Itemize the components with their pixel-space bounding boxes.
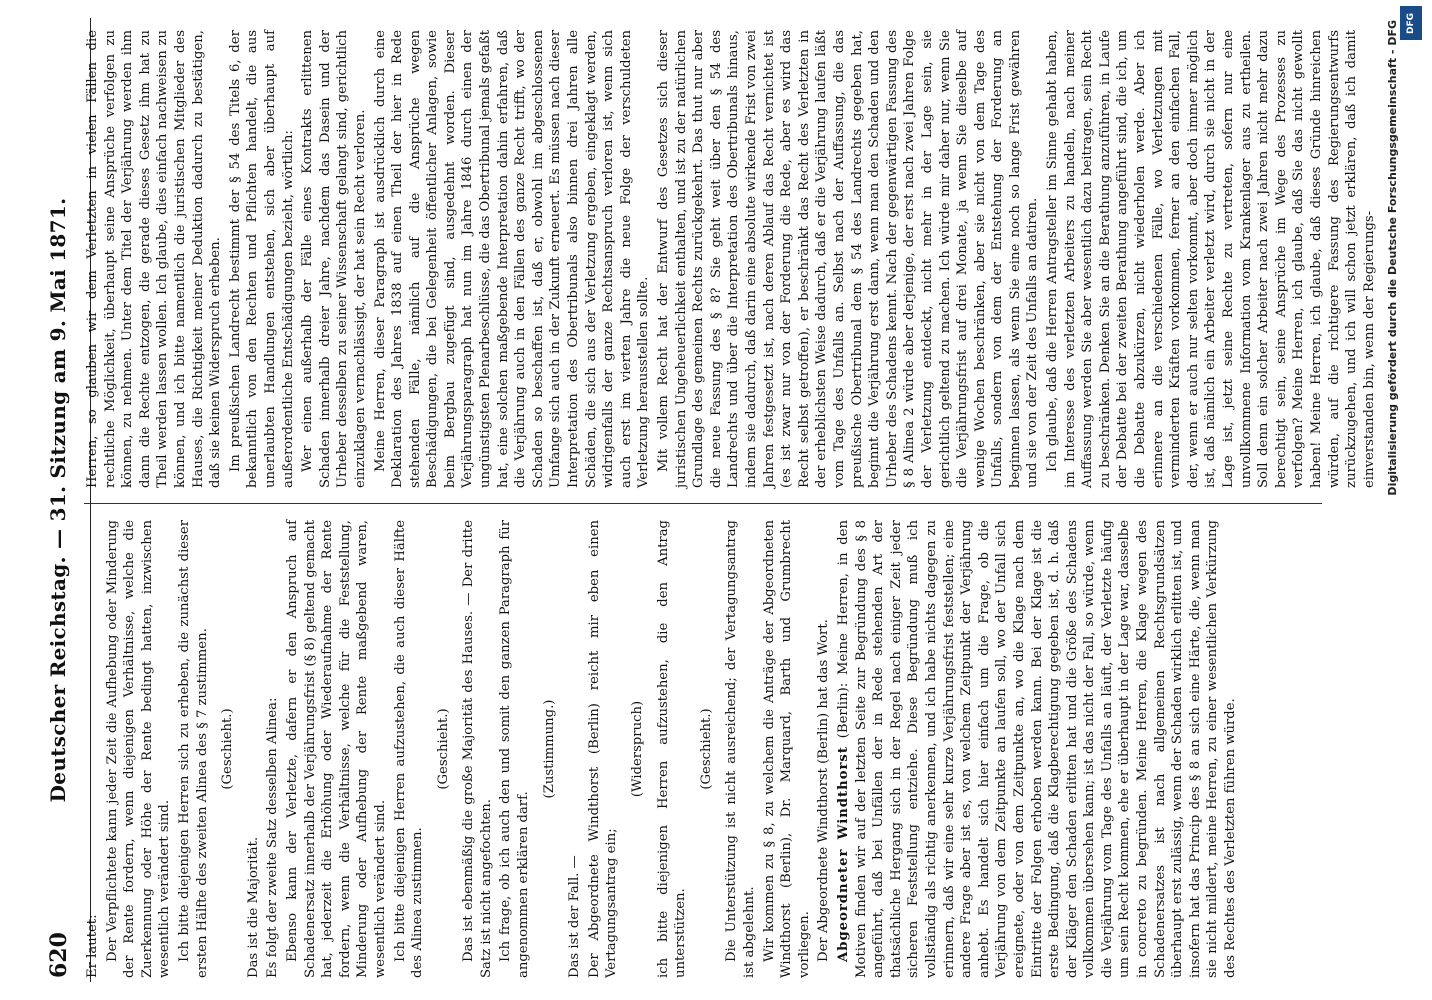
- paragraph: [586, 520, 621, 978]
- page-header: [40, 0, 80, 1000]
- paragraph-text: Das ist ebenmäßig die große Majorität des Hauses. — Der dritte Satz ist nicht angefochten.: [461, 520, 494, 978]
- paragraph-text: Der Verpflichtete kann jeder Zeit die Aufhebung oder Minderung der Rente fordern, wenn diejenigen Verhältnisse, welche die Zuerkennung oder Höhe der Rente bedingt hatten, inzwischen wesentlich verändert sind.: [104, 520, 173, 978]
- paragraph-text: (Berlin): Meine Herren, in den Motiven finden wir auf der letzten Seite zur Begründung des § 8 angeführt, daß bei Unfällen der in Rede stehenden Art der thatsächliche Hergang sich in der Regel nach einiger Zeit jeder sicheren Feststellung entziehe. Diese Begründung muß ich vollständig als richtig anerkennen, und ich habe nichts dagegen zu erinnern, daß wir eine sehr kurze Verjährungsfrist feststellen; eine andere Frage aber ist es, von welchem Zeitpunkt der Verjährung anhebt. Es handelt sich hier einfach um die Frage, ob die Verjährung von dem Zeitpunkte an laufen soll, wo der Unfall sich ereignete, oder von dem Zeitpunkte an, wo die Klage nach dem Eintritte der Folgen erhoben werden kann. Bei der Klage ist die erste Bedingung, daß die Klagberechtigung gegeben ist, d. h. daß der Kläger den Schaden erlitten hat und die Größe des Schadens vollkommen übersehen kann; ist das nicht der Fall, so würde, wenn die Verjährung vom Tage des Unfalls an läuft, der Verletzte häufig um sein Recht kommen, ehe er überhaupt in der Lage war, dasselbe in concreto zu begründen. Meine Herren, die Klage wegen des Schadenersatzes ist nach allgemeinen Rechtsgrundsätzen überhaupt erst zulässig, wenn der Schaden wirklich erlitten ist, und insofern hat das Princip des § 8 an sich eine Härte, die, wenn man sie nicht mildert, meine Herren, zu einer wesentlichen Verkürzung des Rechtes des Verletzten führen würde.: [835, 520, 1239, 978]
- page-number: 620: [46, 932, 72, 978]
- paragraph-text: Wir kommen zu § 8, zu welchem die Anträge der Abgeordneten Windthorst (Berlin), Dr. Marquard, Barth und Grumbrecht vorliegen.: [761, 520, 812, 978]
- paragraph-text: Mit vollem Recht hat der Entwurf des Gesetzes sich dieser juristischen Ungeheuerlichkeit enthalten, und ist zu der natürlichen Grundlage des gemeinen Rechts zurückgekehrt. Das thut nur aber die neue Fassung des § 8? Sie geht weit über den § 54 des Landrechts und über die Interpretation des Obertribunals hinaus, indem sie dadurch, daß darin eine absolute wirkende Frist von zwei Jahren festgesetzt ist, nach deren Ablauf das Recht vernichtet ist (es ist zwar nur von der Forderung die Rede, aber es wird das Recht selbst getroffen), er beschränkt das Recht des Verletzten in der erheblichsten Weise dadurch, daß er die Verjährung laufen läßt vom Tage des Unfalls an. Selbst nach der Auffassung, die das preußische Obertribunal dem § 54 des Landrechts gegeben hat, beginnt die Verjährung erst dann, wenn man den Schaden und den Urheber des Schadens kennt. Nach der gegenwärtigen Fassung des § 8 Alinea 2 würde aber derjenige, der erst nach zwei Jahren Folge der Verletzung entdeckt, nicht mehr in der Lage sein, sie gerichtlich geltend zu machen. Ich würde mir daher nur, wenn Sie die Verjährungsfrist auf drei Monate, ja wenn Sie dieselbe auf wenige Wochen beschränken, aber sie nicht von dem Tage des Unfalls, sondern von dem der Entstehung der Forderung an beginnen lassen, als wenn Sie eine noch so lange Frist gewähren und sie von der Zeit des Unfalls an datiren.: [656, 30, 1041, 488]
- paragraph: [299, 30, 369, 488]
- paragraph: [460, 520, 495, 978]
- paragraph: [372, 30, 654, 488]
- paragraph-text: Ich glaube, daß die Herren Antragsteller im Sinne gehabt haben, im Interesse des verletzten Arbeiters zu handeln, nach meiner Auffassung werden Sie aber wesentlich dazu beitragen, sein Recht zu beschränken. Denken Sie an die Berathung anzuführen, in Laufe der Debatte bei der zweiten Berathung angeführt sind, die ich, um die Debatte abzukürzen, nicht wiederholen werde. Aber ich erinnere an die verschiedenen Fälle, wo Verletzungen mit verminderten Kräften vorkommen, ferner an den einfachen Fall, der, wenn er auch nur selten vorkommt, aber doch immer möglich ist, daß nämlich ein Arbeiter verletzt wird, durch sie nicht in der Lage ist, jetzt seine Rechte zu vertreten, sofern nur eine unvollkommene Information vom Krankenlager aus zu ertheilen. Soll denn ein solcher Arbeiter nach zwei Jahren nicht mehr dazu berechtigt sein, seine Ansprüche im Wege des Prozesses zu verfolgen? Meine Herren, ich glaube, daß Sie das nicht gewollt haben! Meine Herren, ich glaube, daß dieses Gründe hinreichen würden, auf die richtigere Fassung des Regierungsentwurfs zurückzugehen, und ich will schon jetzt erklären, daß ich damit einverstanden bin, wenn der Regierungs-: [1045, 30, 1377, 488]
- paragraph: [761, 520, 814, 978]
- paragraph-text: Das ist der Fall. —: [567, 855, 583, 978]
- funding-note-text: Digitalisierung gefördert durch die Deutsche Forschungsgemeinschaft - DFG: [1386, 20, 1399, 496]
- paragraph-text: Meine Herren, dieser Paragraph ist ausdrücklich durch eine Deklaration des Jahres 1838 auf einen Theil der hier in Rede stehenden Fälle, nämlich auf die Ansprüche wegen Beschädigungen, die bei Gelegenheit öffentlicher Anlagen, sowie beim Bergbau zugefügt sind, ausgedehnt worden. Dieser Verjährungsparagraph hat nun im Jahre 1846 durch einen der ungünstigsten Plenarbeschlüsse, die das Obertribunal jemals gefaßt hat, eine solchen maßgebende Interpretation dahin erfahren, daß die Verjährung auch in den Fällen des ganze Recht trifft, wo der Schaden so beschaffen ist, daß er, obwohl im abgeschlossenen Umfange sich auch in der Zukunft erneuert. Es müssen nach dieser Interpretation des Obertribunals also binnen drei Jahren alle Schäden, die sich aus der Verletzung ergeben, eingeklagt werden, widrigenfalls der ganze Rechtsanspruch verloren ist, wenn sich auch erst im vierten Jahre die neue Folge der verschuldeten Verletzung herausstellen sollte.: [372, 30, 652, 488]
- paragraph-text: Ich bitte diejenigen Herren aufzustehen, die auch dieser Hälfte des Alinea zustimmen.: [392, 520, 426, 978]
- paragraph: [219, 520, 237, 978]
- paragraph-text: (Widerspruch): [630, 700, 646, 798]
- paragraph: [176, 520, 211, 978]
- paragraph-text: (Zustimmung.): [541, 699, 557, 799]
- paragraph: [566, 520, 584, 978]
- paragraph: [655, 520, 690, 978]
- paragraph-text: Im preußischen Landrecht bestimmt der § 54 des Titels 6, der bekanntlich von den Rechten und Pflichten handelt, die aus unerlaubten Handlungen entstehen, sich aber überhaupt auf außerordentliche Entschädigungen bezieht, wörtlich:: [227, 30, 296, 488]
- paragraph-text: Herren, so glauben wir dem Verletzten in vielen Fällen die rechtliche Möglichkeit, überhaupt seine Ansprüche verfolgen zu können, zu nehmen. Unter dem Titel der Verjährung werden ihm dann die Rechte entzogen, die gerade dieses Gesetz ihm hat zu Theil werden lassen wollen. Ich glaube, dies einfach nachweisen zu können, und ich bitte namentlich die juristischen Mitglieder des Hauses, die Richtigkeit meiner Deduktion dadurch zu bestätigen, daß sie keinen Widerspruch erheben.: [85, 30, 224, 488]
- paragraph-text: (Geschieht.): [435, 708, 451, 790]
- paragraph: [541, 520, 559, 978]
- paragraph-text: Ich frage, ob ich auch den und somit den ganzen Paragraph für angenommen erklären darf.: [498, 520, 532, 978]
- paragraph: [284, 520, 390, 978]
- paragraph: [435, 520, 453, 978]
- paragraph: [815, 520, 833, 978]
- paragraph: [227, 30, 297, 488]
- paragraph: [264, 520, 282, 978]
- paragraph-text: Der Abgeordnete Windthorst (Berlin) reicht mir eben einen Vertagungsantrag ein;: [586, 520, 620, 978]
- paragraph-text: Ich bitte diejenigen Herren sich zu erheben, die zunächst dieser ersten Hälfte des zweiten Alinea des § 7 zustimmen.: [176, 520, 210, 978]
- paragraph: [245, 520, 263, 978]
- paragraph: [655, 30, 1042, 488]
- paragraph-text: Er lautet:: [85, 914, 100, 978]
- funding-note: [1380, 20, 1420, 970]
- paragraph-text: (Geschieht.): [698, 708, 714, 790]
- paragraph-text: (Geschieht.): [220, 708, 236, 790]
- page-title: Deutscher Reichstag. — 31. Sitzung am 9. Mai 1871.: [46, 197, 70, 803]
- paragraph-text: ich bitte diejenigen Herren aufzustehen, die den Antrag unterstützen.: [655, 520, 689, 978]
- dfg-logo: DFG: [1400, 6, 1422, 40]
- right-column: [84, 30, 1377, 488]
- paragraph: [104, 520, 174, 978]
- paragraph: [835, 520, 1240, 978]
- speaker-name: Abgeordneter Windthorst: [835, 746, 851, 962]
- paragraph: [629, 520, 647, 978]
- paragraph-text: Die Unterstützung ist nicht ausreichend; der Vertagungsantrag ist abgelehnt.: [724, 520, 757, 978]
- paragraph-text: Der Abgeordnete Windthorst (Berlin) hat das Wort.: [816, 619, 832, 962]
- paragraph: [84, 520, 102, 978]
- paragraph: [698, 520, 716, 978]
- paragraph-text: Es folgt der zweite Satz desselben Alinea:: [265, 697, 281, 978]
- column-divider: [84, 503, 1322, 504]
- paragraph-text: Ebenso kann der Verletzte, dafern er den Anspruch auf Schadenersatz innerhalb der Verjährungsfrist (§ 8) geltend gemacht hat, jederzeit die Erhöhung oder Wiederaufnahme der Rente fordern, wenn die Verhältnisse, welche für die Feststellung, Minderung oder Aufhebung der Rente maßgebend waren, wesentlich verändert sind.: [284, 520, 388, 978]
- paragraph-text: Das ist die Majorität.: [245, 836, 261, 978]
- paragraph: [497, 520, 532, 978]
- paragraph-text: Wer einen außerhalb der Fälle eines Kontrakts erlittenen Schaden innerhalb dreier Jahre, nachdem das Dasein und der Urheber desselben zu seiner Wissenschaft gelangt sind, gerichtlich einzuklagen vernachlässigt, der hat sein Recht verloren.: [300, 30, 368, 488]
- paragraph: [84, 30, 225, 488]
- left-column: [84, 520, 1322, 978]
- paragraph: [723, 520, 758, 978]
- paragraph: [1044, 30, 1378, 488]
- paragraph: [392, 520, 427, 978]
